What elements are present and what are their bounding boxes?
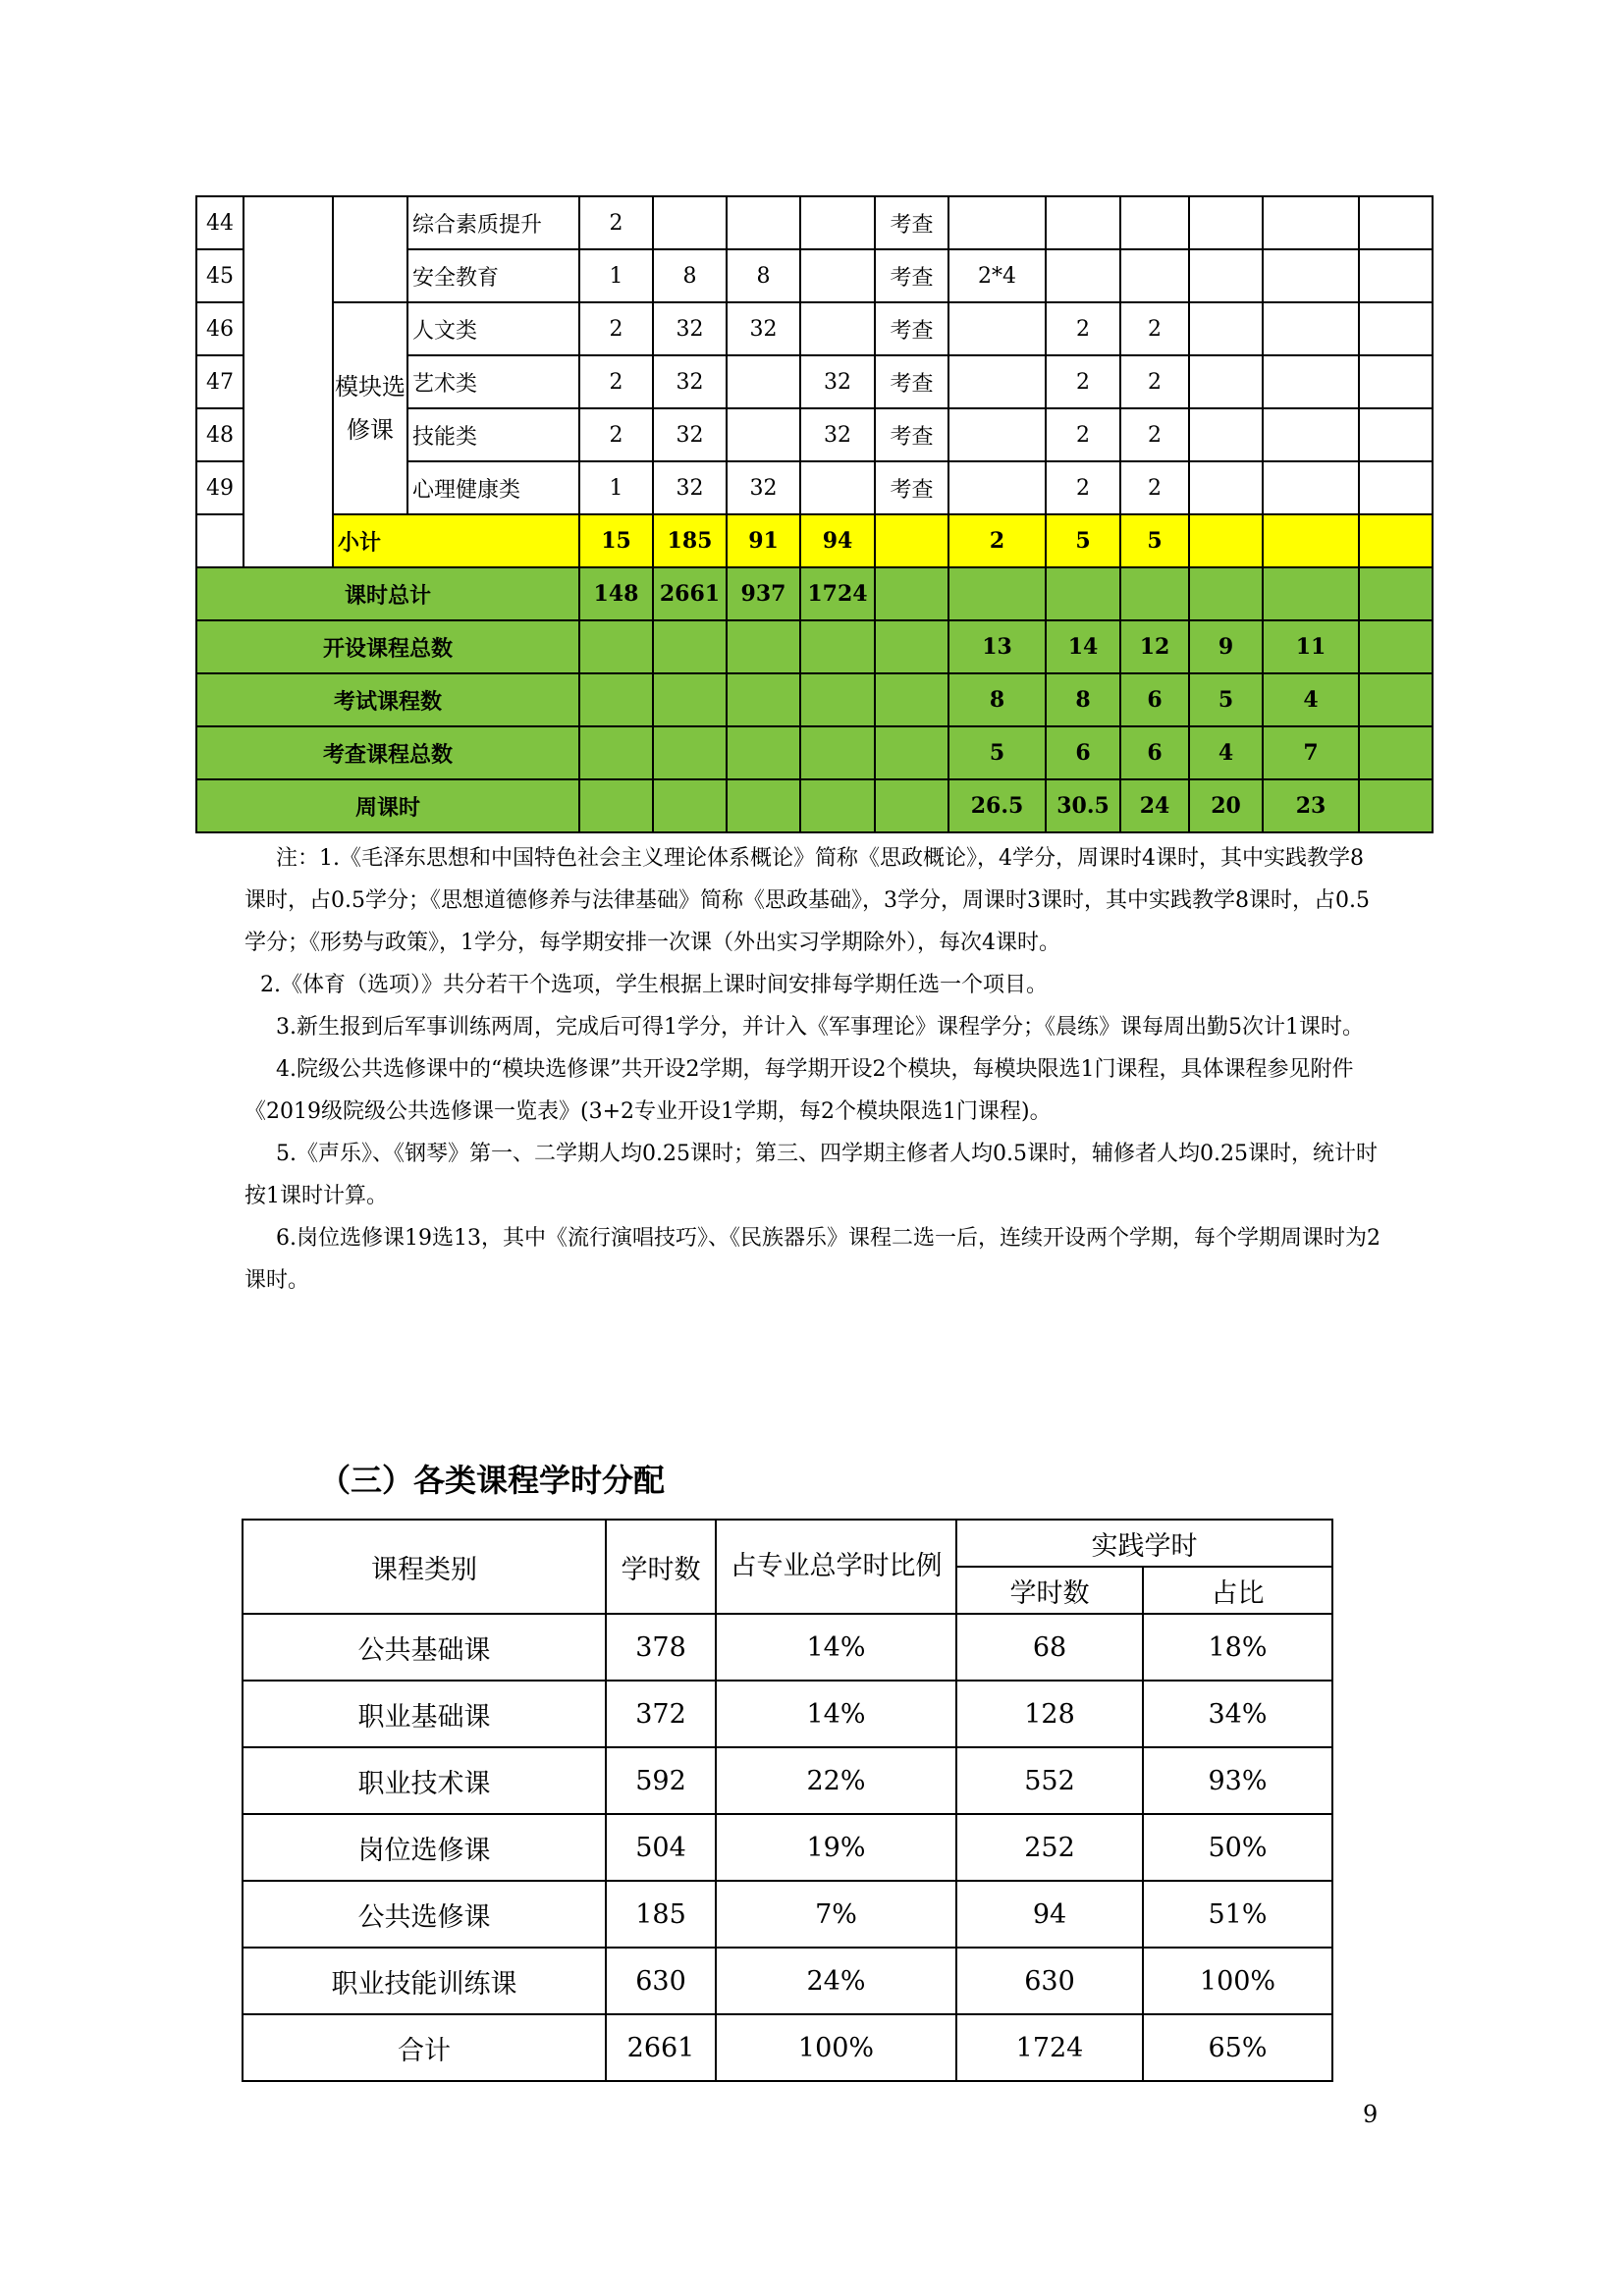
empty-cell: [579, 779, 653, 832]
semester-cell: [1359, 514, 1433, 567]
courses-total-label: 开设课程总数: [196, 620, 579, 673]
semester-cell: [1046, 249, 1120, 302]
exam-courses-row: [196, 673, 1433, 726]
category-cell: [244, 196, 333, 567]
empty-cell: [800, 726, 875, 779]
semester-cell: 4: [1189, 726, 1263, 779]
empty-cell: [653, 779, 727, 832]
empty-cell: [579, 673, 653, 726]
check-courses-row: [196, 726, 1433, 779]
total-hours-row: [196, 567, 1433, 620]
theory-hours-cell: [727, 196, 800, 249]
total-hours-cell: 2661: [653, 567, 727, 620]
semester-cell: 11: [1263, 620, 1359, 673]
semester-cell: [1263, 514, 1359, 567]
assessment-cell: 考查: [875, 302, 948, 355]
practice-hours-cell: 94: [800, 514, 875, 567]
practice-hours-cell: 252: [956, 1814, 1143, 1881]
header-category: 课程类别: [243, 1520, 606, 1614]
semester-cell: [1359, 567, 1433, 620]
table-row: [243, 1614, 1332, 1681]
practice-hours-cell: 32: [800, 355, 875, 408]
credit-cell: 15: [579, 514, 653, 567]
assessment-cell: 考查: [875, 196, 948, 249]
semester-cell: [1189, 196, 1263, 249]
courses-total-row: [196, 620, 1433, 673]
empty-cell: [875, 620, 948, 673]
semester-cell: [1263, 567, 1359, 620]
category-cell: 职业基础课: [243, 1681, 606, 1747]
practice-ratio-cell: 100%: [1143, 1948, 1332, 2014]
category-cell: 合计: [243, 2014, 606, 2081]
header-row: [243, 1520, 1332, 1567]
semester-cell: 2: [1120, 355, 1189, 408]
semester-cell: [948, 302, 1046, 355]
empty-cell: [875, 779, 948, 832]
weekly-hours-row: [196, 779, 1433, 832]
section-title: （三）各类课程学时分配: [319, 1462, 666, 1499]
curriculum-table: [195, 195, 1434, 833]
empty-cell: [727, 726, 800, 779]
theory-hours-cell: 91: [727, 514, 800, 567]
semester-cell: 13: [948, 620, 1046, 673]
note-2: 2.《体育（选项）》共分若干个选项，学生根据上课时间安排每学期任选一个项目。: [260, 973, 1048, 997]
assessment-cell: 考查: [875, 408, 948, 461]
semester-cell: 8: [1046, 673, 1120, 726]
row-number: 48: [196, 408, 244, 461]
practice-ratio-cell: 65%: [1143, 2014, 1332, 2081]
hours-cell: 630: [606, 1948, 716, 2014]
total-hours-label: 课时总计: [196, 567, 579, 620]
semester-cell: [948, 355, 1046, 408]
header-practice-hours: 学时数: [956, 1567, 1143, 1614]
semester-cell: [1189, 567, 1263, 620]
semester-cell: [1359, 196, 1433, 249]
course-name: 心理健康类: [407, 461, 579, 514]
ratio-cell: 14%: [716, 1614, 956, 1681]
semester-cell: 2: [1046, 408, 1120, 461]
category-cell: 职业技术课: [243, 1747, 606, 1814]
credit-cell: 1: [579, 461, 653, 514]
practice-hours-cell: 128: [956, 1681, 1143, 1747]
semester-cell: [1189, 355, 1263, 408]
empty-cell: [727, 673, 800, 726]
semester-cell: [1359, 408, 1433, 461]
semester-cell: 26.5: [948, 779, 1046, 832]
semester-cell: [1359, 726, 1433, 779]
hours-distribution-table: [242, 1519, 1333, 2082]
ratio-cell: 24%: [716, 1948, 956, 2014]
credit-cell: 2: [579, 196, 653, 249]
ratio-cell: 19%: [716, 1814, 956, 1881]
practice-hours-cell: 68: [956, 1614, 1143, 1681]
semester-cell: [1120, 196, 1189, 249]
empty-cell: [875, 726, 948, 779]
semester-cell: [1359, 461, 1433, 514]
semester-cell: [1263, 302, 1359, 355]
semester-cell: [1189, 461, 1263, 514]
weekly-hours-label: 周课时: [196, 779, 579, 832]
hours-cell: 372: [606, 1681, 716, 1747]
practice-ratio-cell: 18%: [1143, 1614, 1332, 1681]
course-name: 人文类: [407, 302, 579, 355]
semester-cell: 24: [1120, 779, 1189, 832]
ratio-cell: 7%: [716, 1881, 956, 1948]
hours-cell: 2661: [606, 2014, 716, 2081]
credit-cell: 148: [579, 567, 653, 620]
row-number: 45: [196, 249, 244, 302]
semester-cell: [1189, 302, 1263, 355]
semester-cell: 6: [1046, 726, 1120, 779]
semester-cell: 5: [1046, 514, 1120, 567]
empty-cell: [653, 726, 727, 779]
total-row: [243, 2014, 1332, 2081]
practice-hours-cell: [800, 302, 875, 355]
empty-cell: [579, 620, 653, 673]
header-practice-ratio: 占比: [1143, 1567, 1332, 1614]
semester-cell: 2: [1046, 302, 1120, 355]
subcategory-cell: [333, 196, 407, 302]
empty-cell: [727, 779, 800, 832]
semester-cell: [1263, 408, 1359, 461]
theory-hours-cell: 32: [727, 461, 800, 514]
practice-hours-cell: 32: [800, 408, 875, 461]
page-number: 9: [1363, 2101, 1379, 2128]
semester-cell: [1120, 567, 1189, 620]
semester-cell: [1263, 249, 1359, 302]
semester-cell: 2: [1120, 302, 1189, 355]
empty-cell: [727, 620, 800, 673]
practice-ratio-cell: 50%: [1143, 1814, 1332, 1881]
course-name: 综合素质提升: [407, 196, 579, 249]
practice-hours-cell: [800, 196, 875, 249]
table-row: [243, 1948, 1332, 2014]
semester-cell: [1359, 620, 1433, 673]
ratio-cell: 100%: [716, 2014, 956, 2081]
semester-cell: 23: [1263, 779, 1359, 832]
semester-cell: [948, 461, 1046, 514]
total-hours-cell: 32: [653, 408, 727, 461]
semester-cell: [1189, 408, 1263, 461]
semester-cell: [1359, 673, 1433, 726]
ratio-cell: 14%: [716, 1681, 956, 1747]
semester-cell: 5: [1120, 514, 1189, 567]
semester-cell: 2*4: [948, 249, 1046, 302]
theory-hours-cell: [727, 355, 800, 408]
semester-cell: [1359, 779, 1433, 832]
semester-cell: [1189, 514, 1263, 567]
ratio-cell: 22%: [716, 1747, 956, 1814]
total-hours-cell: 32: [653, 461, 727, 514]
empty-cell: [800, 620, 875, 673]
semester-cell: [1359, 302, 1433, 355]
semester-cell: 5: [948, 726, 1046, 779]
assessment-cell: [875, 567, 948, 620]
credit-cell: 2: [579, 355, 653, 408]
semester-cell: 6: [1120, 726, 1189, 779]
semester-cell: 2: [948, 514, 1046, 567]
semester-cell: 4: [1263, 673, 1359, 726]
practice-ratio-cell: 34%: [1143, 1681, 1332, 1747]
header-hours: 学时数: [606, 1520, 716, 1614]
theory-hours-cell: 32: [727, 302, 800, 355]
note-3: 3.新生报到后军事训练两周，完成后可得1学分，并计入《军事理论》课程学分；《晨练》课每周出勤5次计1课时。: [276, 1015, 1364, 1040]
empty-cell: [800, 779, 875, 832]
row-number: 46: [196, 302, 244, 355]
theory-hours-cell: 8: [727, 249, 800, 302]
practice-ratio-cell: 93%: [1143, 1747, 1332, 1814]
note-5: 5.《声乐》、《钢琴》第一、二学期人均0.25课时；第三、四学期主修者人均0.5课时，辅修者人均0.25课时，统计时按1课时计算。: [244, 1142, 1378, 1208]
check-courses-label: 考查课程总数: [196, 726, 579, 779]
hours-cell: 504: [606, 1814, 716, 1881]
semester-cell: 2: [1046, 461, 1120, 514]
table-row: [243, 1747, 1332, 1814]
total-hours-cell: 8: [653, 249, 727, 302]
header-practice: 实践学时: [956, 1520, 1332, 1567]
table-row: [243, 1881, 1332, 1948]
semester-cell: 6: [1120, 673, 1189, 726]
table-row: [243, 1814, 1332, 1881]
row-number: 44: [196, 196, 244, 249]
note-1: 注：1.《毛泽东思想和中国特色社会主义理论体系概论》简称《思政概论》，4学分，周课时4课时，其中实践教学8课时，占0.5学分；《思想道德修养与法律基础》简称《思政基础》，3学分，周课时3课时，其中实践教学8课时，占0.5学分；《形势与政策》，1学分，每学期安排一次课（外出实习学期除外），每次4课时。: [244, 846, 1370, 955]
practice-ratio-cell: 51%: [1143, 1881, 1332, 1948]
semester-cell: 5: [1189, 673, 1263, 726]
total-hours-cell: 32: [653, 355, 727, 408]
hours-cell: 185: [606, 1881, 716, 1948]
notes-section: [244, 837, 1383, 1302]
course-name: 技能类: [407, 408, 579, 461]
header-ratio: 占专业总学时比例: [716, 1520, 956, 1614]
table-row: [243, 1681, 1332, 1747]
practice-hours-cell: 1724: [800, 567, 875, 620]
semester-cell: 2: [1120, 408, 1189, 461]
semester-cell: [1263, 196, 1359, 249]
semester-cell: 8: [948, 673, 1046, 726]
practice-hours-cell: 552: [956, 1747, 1143, 1814]
semester-cell: [1359, 249, 1433, 302]
semester-cell: [1359, 355, 1433, 408]
practice-hours-cell: 1724: [956, 2014, 1143, 2081]
category-cell: 公共基础课: [243, 1614, 606, 1681]
semester-cell: 12: [1120, 620, 1189, 673]
semester-cell: 30.5: [1046, 779, 1120, 832]
semester-cell: 2: [1046, 355, 1120, 408]
hours-cell: 378: [606, 1614, 716, 1681]
note-4: 4.院级公共选修课中的“模块选修课”共开设2学期，每学期开设2个模块，每模块限选1门课程，具体课程参见附件《2019级院级公共选修课一览表》(3+2专业开设1学期，每2个模块限选1门课程)。: [244, 1057, 1354, 1124]
table-row: [196, 196, 1433, 249]
category-cell: 公共选修课: [243, 1881, 606, 1948]
row-number: 49: [196, 461, 244, 514]
credit-cell: 2: [579, 408, 653, 461]
practice-hours-cell: [800, 461, 875, 514]
semester-cell: [1046, 196, 1120, 249]
empty-cell: [653, 620, 727, 673]
note-6: 6.岗位选修课19选13，其中《流行演唱技巧》、《民族器乐》课程二选一后，连续开设两个学期，每个学期周课时为2课时。: [244, 1226, 1380, 1293]
semester-cell: [1263, 355, 1359, 408]
total-hours-cell: [653, 196, 727, 249]
semester-cell: 14: [1046, 620, 1120, 673]
empty-cell: [579, 726, 653, 779]
total-hours-cell: 32: [653, 302, 727, 355]
practice-hours-cell: 94: [956, 1881, 1143, 1948]
practice-hours-cell: 630: [956, 1948, 1143, 2014]
assessment-cell: 考查: [875, 355, 948, 408]
theory-hours-cell: 937: [727, 567, 800, 620]
hours-cell: 592: [606, 1747, 716, 1814]
row-number: 47: [196, 355, 244, 408]
module-elective-label: 模块选修课: [333, 302, 407, 514]
row-number: [196, 514, 244, 567]
subtotal-row: [196, 514, 1433, 567]
category-cell: 职业技能训练课: [243, 1948, 606, 2014]
semester-cell: [1120, 249, 1189, 302]
assessment-cell: [875, 514, 948, 567]
semester-cell: [948, 196, 1046, 249]
exam-courses-label: 考试课程数: [196, 673, 579, 726]
total-hours-cell: 185: [653, 514, 727, 567]
practice-hours-cell: [800, 249, 875, 302]
semester-cell: [1263, 461, 1359, 514]
table-row: [196, 302, 1433, 355]
credit-cell: 1: [579, 249, 653, 302]
empty-cell: [875, 673, 948, 726]
credit-cell: 2: [579, 302, 653, 355]
semester-cell: 20: [1189, 779, 1263, 832]
semester-cell: [1046, 567, 1120, 620]
semester-cell: [948, 408, 1046, 461]
category-cell: 岗位选修课: [243, 1814, 606, 1881]
semester-cell: 7: [1263, 726, 1359, 779]
semester-cell: 9: [1189, 620, 1263, 673]
theory-hours-cell: [727, 408, 800, 461]
assessment-cell: 考查: [875, 461, 948, 514]
assessment-cell: 考查: [875, 249, 948, 302]
subtotal-label: 小计: [333, 514, 579, 567]
semester-cell: 2: [1120, 461, 1189, 514]
semester-cell: [1189, 249, 1263, 302]
course-name: 安全教育: [407, 249, 579, 302]
semester-cell: [948, 567, 1046, 620]
course-name: 艺术类: [407, 355, 579, 408]
empty-cell: [800, 673, 875, 726]
empty-cell: [653, 673, 727, 726]
